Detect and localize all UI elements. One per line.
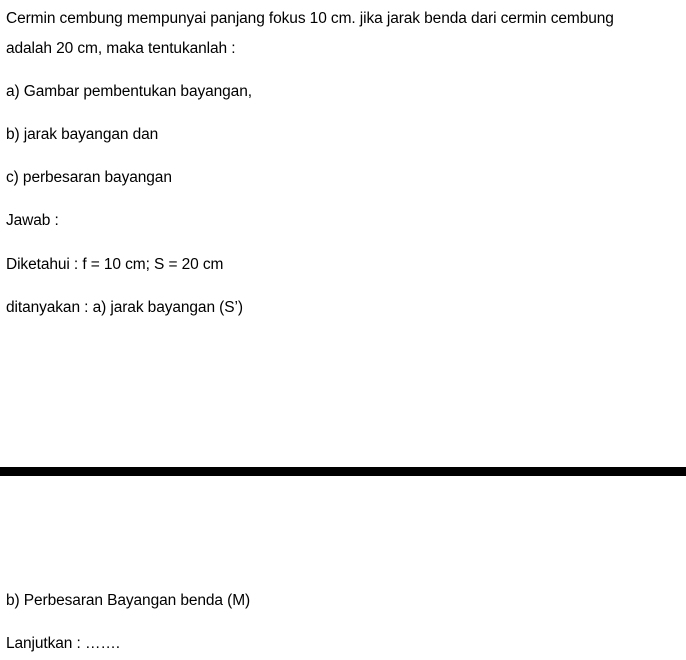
question-item-a: a) Gambar pembentukan bayangan,: [6, 83, 252, 100]
question-item-c: c) perbesaran bayangan: [6, 169, 172, 186]
section-divider: [0, 467, 686, 476]
question-line-2: adalah 20 cm, maka tentukanlah :: [6, 40, 236, 57]
continue-prompt: Lanjutkan : …….: [6, 635, 120, 652]
asked-values: ditanyakan : a) jarak bayangan (S’): [6, 299, 243, 316]
answer-heading: Jawab :: [6, 212, 59, 229]
question-item-b: b) jarak bayangan dan: [6, 126, 159, 143]
answer-part-b: b) Perbesaran Bayangan benda (M): [6, 592, 251, 609]
question-line-1: Cermin cembung mempunyai panjang fokus 10 cm. jika jarak benda dari cermin cembung: [6, 10, 614, 27]
known-values: Diketahui : f = 10 cm; S = 20 cm: [6, 256, 224, 273]
